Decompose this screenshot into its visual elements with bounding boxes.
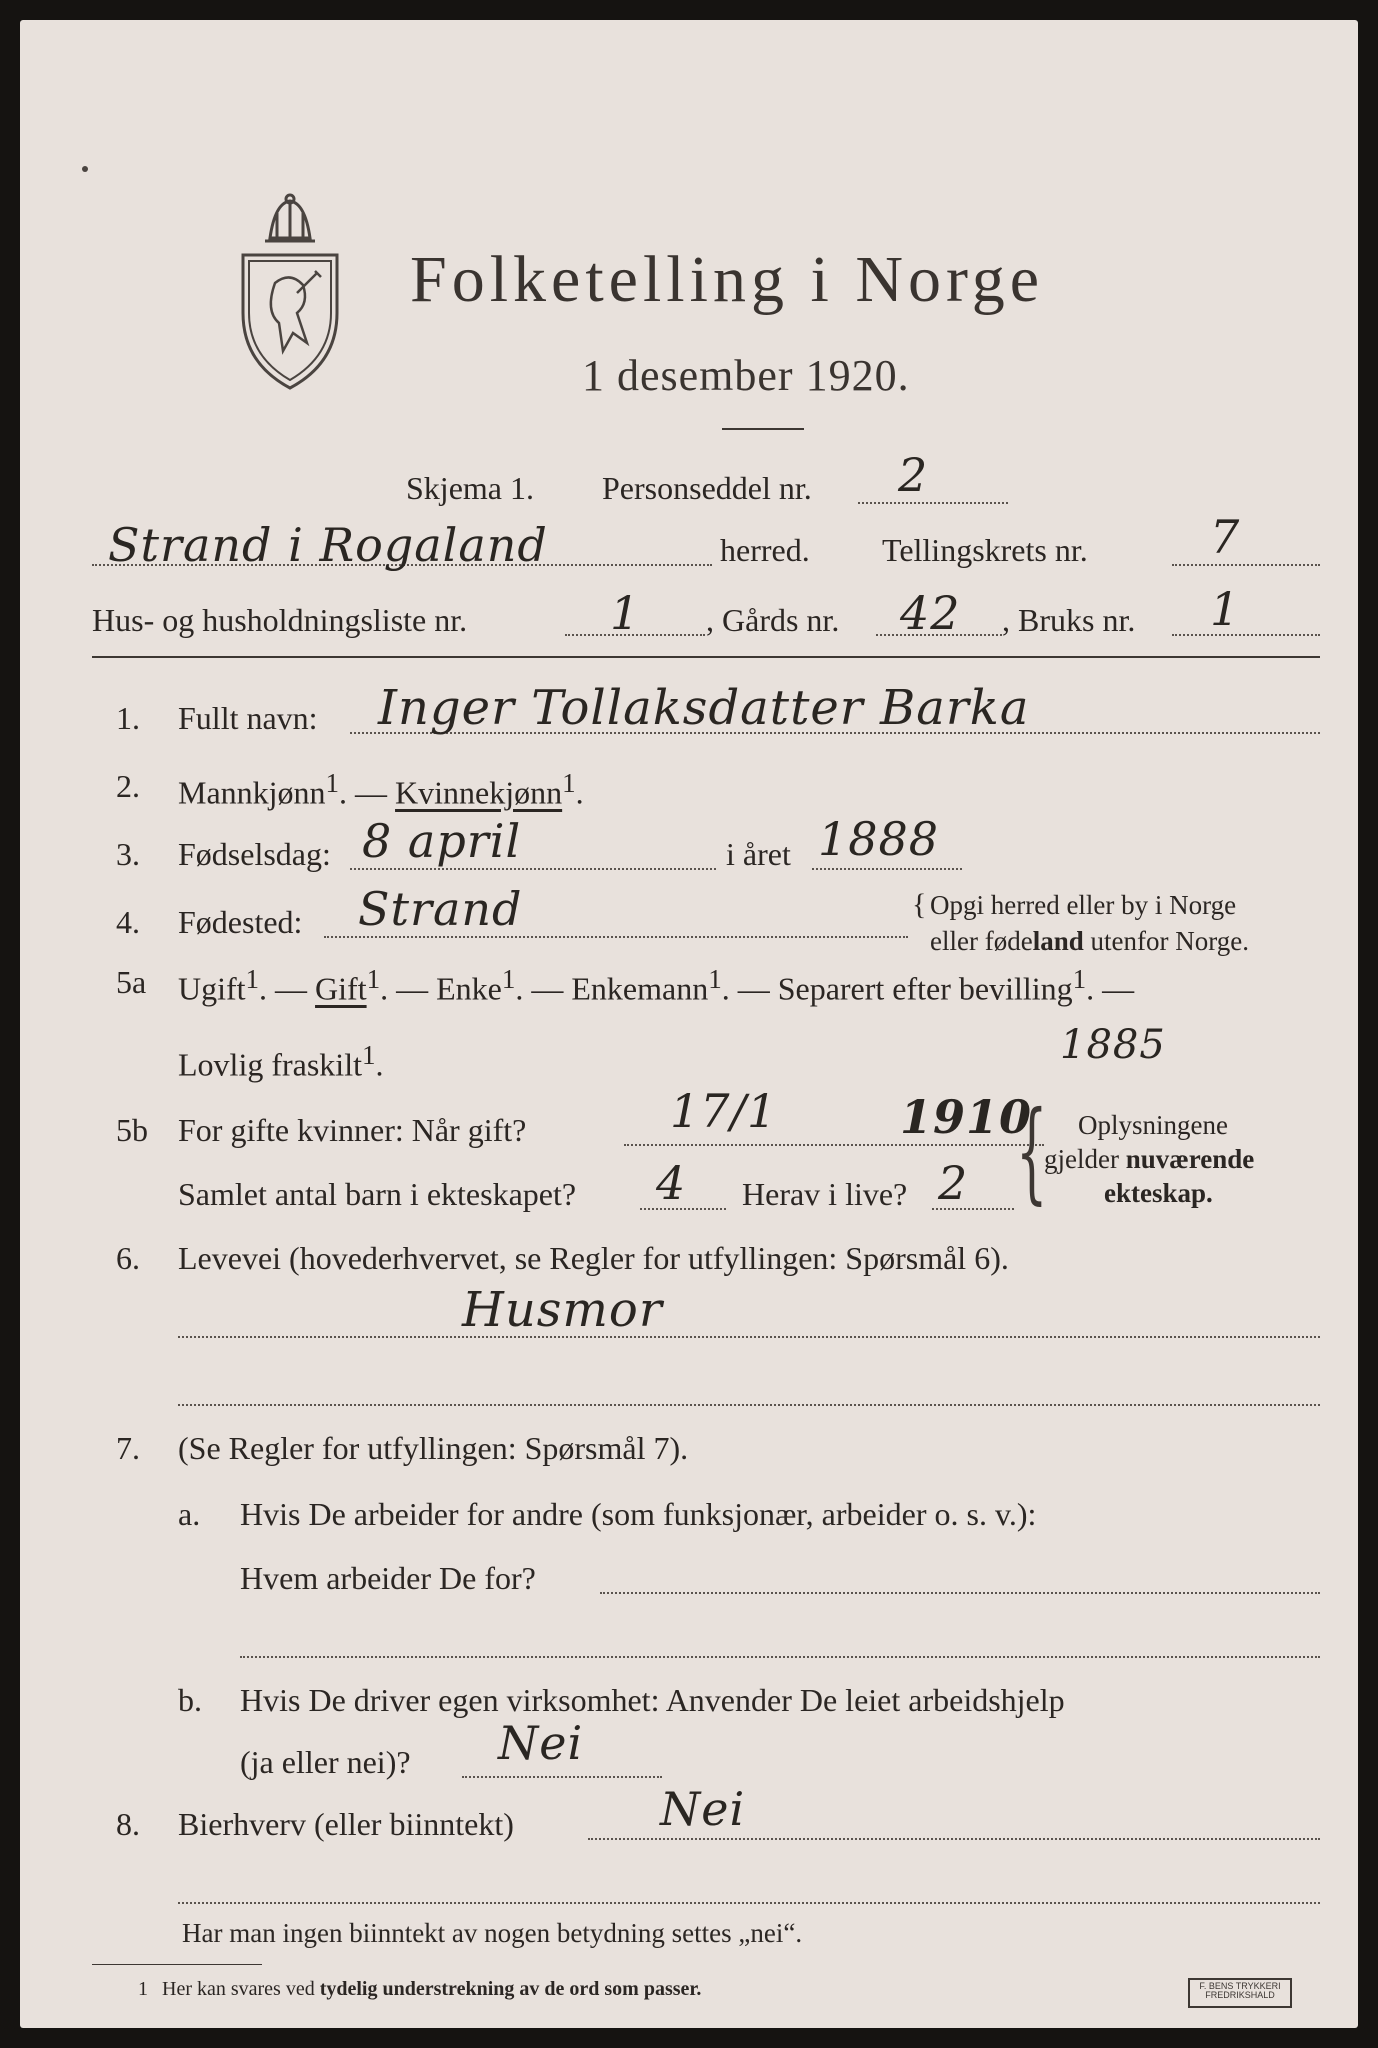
alive-value[interactable]: 2 xyxy=(938,1156,969,1210)
q7a-text: Hvis De arbeider for andre (som funksjonær, arbeider o. s. v.): xyxy=(240,1496,1037,1532)
tellingskrets-line xyxy=(1172,564,1320,566)
fraskilt-option-row: Lovlig fraskilt$^1$. xyxy=(178,1040,384,1083)
hus-label: Hus- og husholdningsliste nr. xyxy=(92,602,468,638)
bruks-line xyxy=(1172,634,1320,636)
occupation-line-2 xyxy=(178,1404,1320,1406)
form-subtitle: 1 desember 1920. xyxy=(582,351,910,400)
q7b-question: (ja eller nei)? xyxy=(240,1744,411,1780)
q7a-letter: a. xyxy=(178,1496,201,1532)
side-income-line xyxy=(588,1838,1320,1840)
norwegian-coat-of-arms-icon xyxy=(235,193,345,393)
employer-line-2[interactable] xyxy=(240,1656,1320,1658)
gift-option-underlined[interactable]: Gift xyxy=(315,970,367,1007)
q4-note-line1: Opgi herred eller by i Norge xyxy=(930,890,1237,920)
form-title: Folketelling i Norge xyxy=(410,243,1045,316)
enke-option[interactable]: Enke xyxy=(436,970,502,1007)
male-option[interactable]: Mannkjønn xyxy=(178,774,326,811)
q5b-number: 5b xyxy=(116,1112,148,1148)
birth-year-label: i året xyxy=(726,836,791,872)
printer-stamp: F. BENS TRYKKERI FREDRIKSHALD xyxy=(1188,1978,1292,2008)
ink-speck xyxy=(82,166,88,172)
q4-label: Fødested: xyxy=(178,904,303,940)
q6-number: 6. xyxy=(116,1240,140,1276)
footer-note: Har man ingen biinntekt av nogen betydning settes „nei“. xyxy=(182,1918,803,1948)
census-form xyxy=(20,20,1358,2028)
footnote: 1 Her kan svares ved tydelig understrekning av de ord som passer. xyxy=(138,1978,702,2000)
herred-value[interactable]: Strand i Rogaland xyxy=(108,518,548,572)
birthday-value[interactable]: 8 april xyxy=(362,814,522,868)
q4-note-line2: eller fødeland utenfor Norge. xyxy=(930,926,1249,956)
side-income-line-2 xyxy=(178,1902,1320,1904)
hired-help-line xyxy=(462,1776,662,1778)
hired-help-value[interactable]: Nei xyxy=(498,1716,584,1770)
hus-value[interactable]: 1 xyxy=(610,586,641,640)
birthplace-line xyxy=(324,936,908,938)
margin-note-year: 1885 xyxy=(1060,1022,1166,1068)
children-value[interactable]: 4 xyxy=(656,1156,687,1210)
gender-options: Mannkjønn$^1$. — Kvinnekjønn$^1$. xyxy=(178,768,584,811)
enkemann-option[interactable]: Enkemann xyxy=(571,970,709,1007)
q6-label: Levevei (hovederhvervet, se Regler for utfyllingen: Spørsmål 6). xyxy=(178,1240,1009,1276)
birthplace-value[interactable]: Strand xyxy=(358,882,523,936)
occupation-value[interactable]: Husmor xyxy=(462,1282,663,1338)
q7-label: (Se Regler for utfyllingen: Spørsmål 7). xyxy=(178,1430,689,1466)
q3-number: 3. xyxy=(116,836,140,872)
fraskilt-option[interactable]: Lovlig fraskilt xyxy=(178,1046,362,1083)
ugift-option[interactable]: Ugift xyxy=(178,970,246,1007)
marriage-date-line xyxy=(624,1144,1044,1146)
side-income-value[interactable]: Nei xyxy=(660,1782,746,1836)
tellingskrets-label: Tellingskrets nr. xyxy=(882,532,1088,568)
q7b-letter: b. xyxy=(178,1682,202,1718)
marriage-year-value[interactable]: 1910 xyxy=(900,1090,1033,1144)
title-divider xyxy=(722,428,804,430)
q8-label: Bierhverv (eller biinntekt) xyxy=(178,1806,514,1842)
personseddel-label: Personseddel nr. xyxy=(602,470,812,506)
bruks-label: , Bruks nr. xyxy=(1002,602,1136,638)
q5b-label: For gifte kvinner: Når gift? xyxy=(178,1112,527,1148)
q1-label: Fullt navn: xyxy=(178,700,318,736)
q5b-note-brace: { xyxy=(1016,1087,1048,1215)
q4-note-brace: { xyxy=(912,888,927,921)
q5a-number: 5a xyxy=(116,964,147,1000)
employer-line[interactable] xyxy=(600,1592,1320,1594)
personseddel-line xyxy=(858,502,1008,504)
q7-number: 7. xyxy=(116,1430,140,1466)
q8-number: 8. xyxy=(116,1806,140,1842)
personseddel-value[interactable]: 2 xyxy=(898,448,929,502)
marital-options: Ugift$^1$. — Gift$^1$. — Enke$^1$. — Enkemann$^1$. — Separert efter bevilling$^1$. — xyxy=(178,964,1135,1007)
header-separator xyxy=(92,656,1320,658)
q4-number: 4. xyxy=(116,904,140,940)
q7a-question: Hvem arbeider De for? xyxy=(240,1560,536,1596)
q5b-note-line2: gjelder nuværende xyxy=(1044,1144,1255,1174)
marriage-date-value[interactable]: 17/1 xyxy=(670,1084,778,1138)
tellingskrets-value[interactable]: 7 xyxy=(1210,510,1241,564)
birthday-line xyxy=(350,868,716,870)
q3-label: Fødselsdag: xyxy=(178,836,331,872)
herred-label: herred. xyxy=(720,532,810,568)
occupation-line-1 xyxy=(178,1336,1320,1338)
female-option-underlined[interactable]: Kvinnekjønn xyxy=(395,774,563,811)
q5b-note-line1: Oplysningene xyxy=(1078,1110,1228,1140)
footnote-rule xyxy=(92,1964,262,1965)
full-name-value[interactable]: Inger Tollaksdatter Barka xyxy=(378,680,1030,736)
q5b-note-line3: ekteskap. xyxy=(1104,1178,1213,1208)
birth-year-value[interactable]: 1888 xyxy=(818,812,940,866)
gards-value[interactable]: 42 xyxy=(900,586,961,640)
separert-option[interactable]: Separert efter bevilling xyxy=(777,970,1073,1007)
schema-label: Skjema 1. xyxy=(406,470,534,506)
q7b-text: Hvis De driver egen virksomhet: Anvender De leiet arbeidshjelp xyxy=(240,1682,1065,1718)
bruks-value[interactable]: 1 xyxy=(1210,582,1241,636)
gards-label: , Gårds nr. xyxy=(706,602,840,638)
alive-label: Herav i live? xyxy=(742,1176,908,1212)
birth-year-line xyxy=(812,868,962,870)
q1-number: 1. xyxy=(116,700,140,736)
children-label: Samlet antal barn i ekteskapet? xyxy=(178,1176,577,1212)
q2-number: 2. xyxy=(116,768,140,804)
